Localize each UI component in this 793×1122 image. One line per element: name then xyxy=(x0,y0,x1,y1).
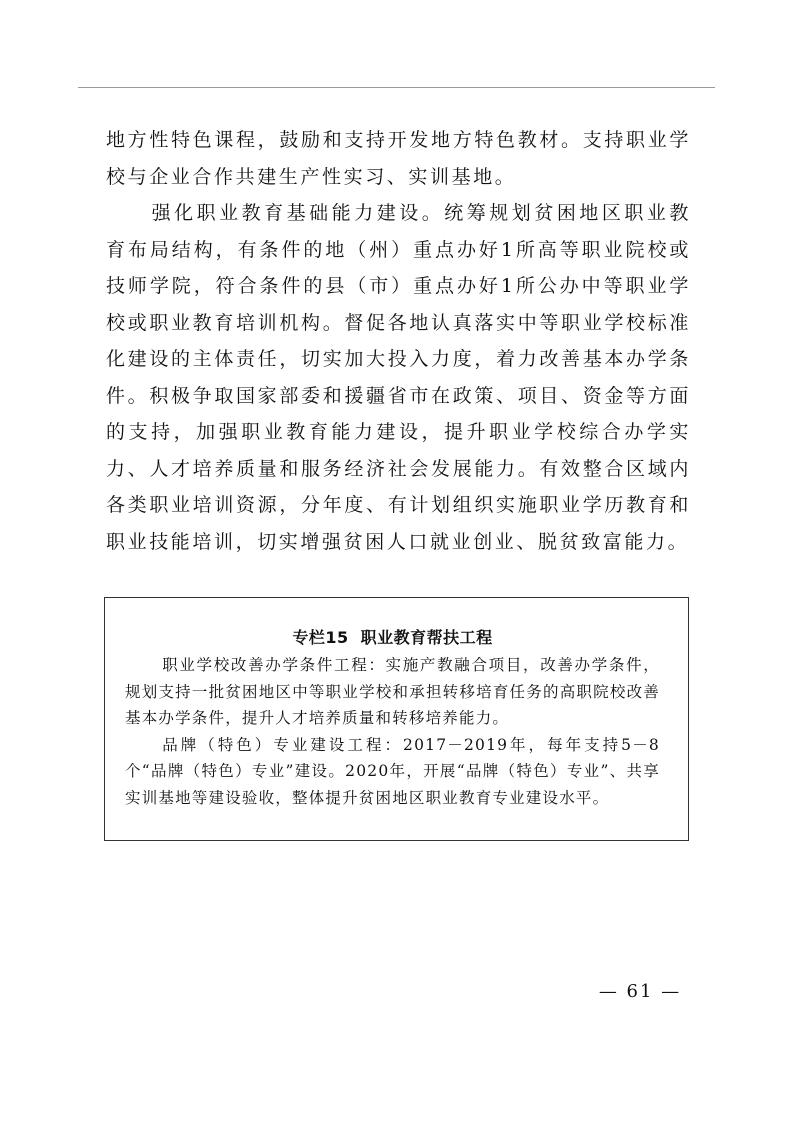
main-text xyxy=(106,122,691,560)
paragraph-capacity-building: 强化职业教育基础能力建设。统筹规划贫困地区职业教育布局结构，有条件的地（州）重点办好1所高等职业院校或技师学院，符合条件的县（市）重点办好1所公办中等职业学校或职业教育培训机构。督促各地认真落实中等职业学校标准化建设的主体责任，切实加大投入力度，着力改善基本办学条件。积极争取国家部委和援疆省市在政策、项目、资金等方面的支持，加强职业教育能力建设，提升职业学校综合办学实力、人才培养质量和服务经济社会发展能力。有效整合区域内各类职业培训资源，分年度、有计划组织实施职业学历教育和职业技能培训，切实增强贫困人口就业创业、脱贫致富能力。 xyxy=(106,202,691,553)
box-paragraph-brand: 品牌（特色）专业建设工程：2017－2019年，每年支持5－8个“品牌（特色）专业”建设。2020年，开展“品牌（特色）专业”、共享实训基地等建设验收，整体提升贫困地区职业教育专业建设水平。 xyxy=(125,735,660,807)
page-number: — 61 — xyxy=(598,981,682,1002)
paragraph-continuation: 地方性特色课程，鼓励和支持开发地方特色教材。支持职业学校与企业合作共建生产性实习、实训基地。 xyxy=(106,129,691,188)
box-label: 专栏15 xyxy=(292,628,349,647)
header-rule xyxy=(78,87,715,88)
box-heading: 职业教育帮扶工程 xyxy=(360,628,493,647)
box-paragraph-conditions: 职业学校改善办学条件工程：实施产教融合项目，改善办学条件，规划支持一批贫困地区中等职业学校和承担转移培育任务的高职院校改善基本办学条件，提升人才培养质量和转移培养能力。 xyxy=(125,656,660,727)
box-title xyxy=(125,626,660,650)
column-box xyxy=(104,597,689,841)
